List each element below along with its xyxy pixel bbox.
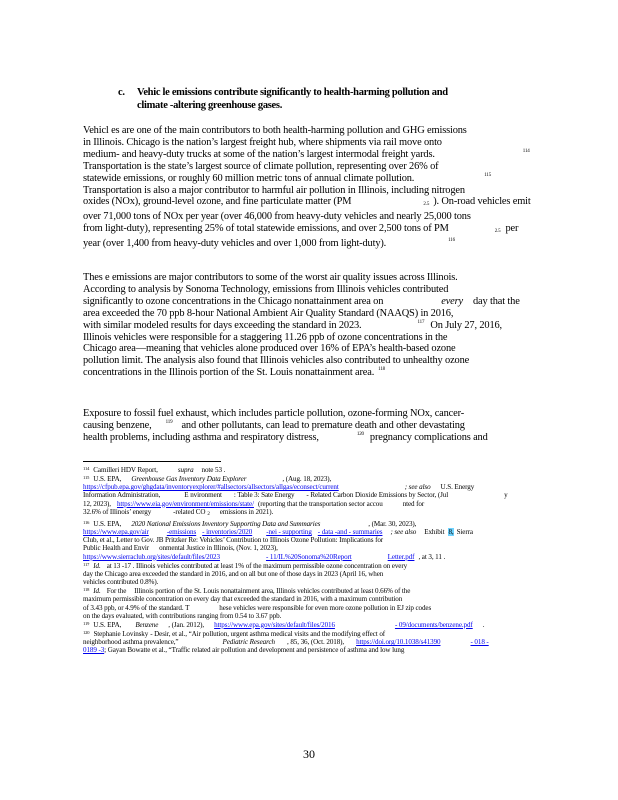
footnote-ref-120[interactable]: 120 xyxy=(356,431,364,437)
page-number: 30 xyxy=(303,747,315,761)
text-line: According to analysis by Sonoma Technology, emissions from Illinois vehicles contributed xyxy=(83,283,449,295)
text-line: from light-duty), representing 25% of total statewide emissions, and over 2,500 tons of PM $_{2.5}$ per xyxy=(83,223,519,235)
text-line: oxides (NOx), ground-level ozone, and fine particulate matter (PM $_{2.5}$ ). On-road vehicles emit xyxy=(83,196,531,208)
footnote-117: $^{117}$ Id. at 13 -17 . Illinois vehicles contributed at least 1% of the maximum permissible ozone concentration on every xyxy=(83,561,408,570)
text-line: significantly to ozone concentrations in the Chicago nonattainment area on every day that the xyxy=(83,295,520,307)
link-doi-continued[interactable]: 0189 -3 xyxy=(83,646,105,655)
heading-line-1: Vehic le emissions contribute significantly to health-harming pollution and xyxy=(137,87,448,98)
footnote-118: $^{118}$ Id. For the Illinois portion of the St. Louis nonattainment area, Illinois vehicles contributed at least 0.66% of the xyxy=(83,587,411,596)
footnote-ref-118[interactable]: 118 xyxy=(378,367,386,373)
text-line: Thes e emissions are major contributors to some of the worst air quality issues across Illinois. xyxy=(83,272,458,283)
text-line: over 71,000 tons of NOx per year (over 46,000 from heavy-duty vehicles and nearly 25,000 tons xyxy=(83,211,471,223)
link-epa-benzene[interactable]: https://www.epa.gov/sites/default/files/2016 - 09/documents/benzene.pdf xyxy=(214,620,473,629)
section-heading xyxy=(118,86,518,112)
footnote-ref-117[interactable]: 117 xyxy=(417,319,425,325)
text-line: medium- and heavy-duty trucks at some of the nation’s largest intermodal freight yards. $^{114}$ xyxy=(83,148,530,160)
text-line: with similar modeled results for days exceeding the standard in 2023. $^{117}$ On July 27, 2016, xyxy=(83,319,503,331)
link-doi-pediatric-research[interactable]: https://doi.org/10.1038/s41390 - 018 - xyxy=(356,638,489,647)
pm-subscript: 2.5 xyxy=(423,202,430,208)
footnote-ref-115[interactable]: 115 xyxy=(484,172,492,178)
text-line: area exceeded the 70 ppb 8-hour National Ambient Air Quality Standard (NAAQS) in 2016, xyxy=(83,307,454,319)
text-line: Exposure to fossil fuel exhaust, which includes particle pollution, ozone-forming NOx, cancer- xyxy=(83,408,465,419)
link-ghg-inventory[interactable]: https://cfpub.epa.gov/ghgdata/inventoryexplorer/#allsectors/allsectors/allgas/econsect/current xyxy=(83,483,339,492)
footnote-114: $^{114}$ Camilleri HDV Report, supra note 53 . xyxy=(83,466,226,474)
paragraph-air-quality xyxy=(83,272,527,379)
heading-marker: c. xyxy=(118,87,125,98)
text-line: concentrations in the Illinois portion of the St. Louis nonattainment area. $^{118}$ xyxy=(83,367,386,379)
paragraph-health-effects xyxy=(83,408,527,444)
text-line: in Illinois. Chicago is the nation’s largest freight hub, where shipments via rail move onto xyxy=(83,136,442,148)
footnote-115: $^{115}$ U.S. EPA, Greenhouse Gas Inventory Data Explorer , (Aug. 18, 2023), xyxy=(83,475,332,484)
link-eia-state-emissions[interactable]: https://www.eia.gov/environment/emissions/state/ xyxy=(116,499,254,508)
text-line: Transportation is the state’s largest source of climate pollution, representing over 26% of xyxy=(83,160,439,172)
link-sierra-club-report[interactable]: https://www.sierraclub.org/sites/default/files/2023 - 11/IL%20Sonoma%20Report Letter.pdf xyxy=(83,552,415,561)
text-line: Chicago area—meaning that vehicles alone produced over 16% of EPA’s health-based ozone xyxy=(83,343,456,355)
text-line: Vehicl es are one of the main contributors to both health-harming pollution and GHG emissions xyxy=(83,125,467,136)
footnote-120: $^{120}$ Stephanie Lovinsky - Desir, et al., “Air pollution, urgent asthma medical visits and the modifying effect of xyxy=(83,629,386,638)
text-line: statewide emissions, or roughly 60 million metric tons of annual climate pollution. $^{115}$ xyxy=(83,172,492,184)
text-line: health problems, including asthma and respiratory distress, $^{120}$ pregnancy complications and xyxy=(83,431,488,443)
footnote-ref-114[interactable]: 114 xyxy=(522,148,530,154)
link-epa-nei[interactable]: https://www.epa.gov/air -emissions - inventories/2020 -nei - supporting - data -and - summaries xyxy=(83,528,383,537)
text-line: causing benzene, $^{119}$ and other pollutants, can lead to premature death and other devastating xyxy=(83,419,465,431)
text-line: year (over 1,400 from heavy-duty vehicles and over 1,000 from light-duty). $^{116}$ xyxy=(83,238,456,250)
footnote-ref-119[interactable]: 119 xyxy=(165,419,173,425)
pm-subscript: 2.5 xyxy=(494,229,501,235)
text-line: Transportation is also a major contributor to harmful air pollution in Illinois, including nitrogen xyxy=(83,184,465,196)
footnote-separator xyxy=(83,461,221,462)
text-line: Illinois vehicles were responsible for a staggering 11.26 ppb of ozone concentrations in the xyxy=(83,331,448,343)
footnote-116: $^{116}$ U.S. EPA, 2020 National Emissions Inventory Supporting Data and Summaries , (Mar. 30, 2023), xyxy=(83,519,417,528)
footnotes: $^{114}$ Camilleri HDV Report, supra note 53 . $^{115}$ U.S. EPA, Greenhouse Gas Inventory Data Explorer , (Aug. 18, 2023), https://cfpub.epa.gov/ghgdata/inventoryexplorer/#allsectors/allsectors/allgas/econsect/current ; see also U.S. Energy Information Administration, E nvironment : Table 3: Sate Energy - Related Carbon Dioxide Emissions by Sector, (Jul y 12, 2023), https://www.eia.gov/environment/emissions/state/ (reporting that the transportation sector accou nted for 32.6% of Illinois’ energy -related CO $_2$ emissions in 2021). $^{116}$ U.S. EPA, 2020 National Emissions Inventory Supporting Data and Summaries , (Mar. 30, 2023), https://www.epa.gov/air -emissions - inventories/2020 -nei - supporting - data -and - summaries ; see also Exhibit 8, Sierra Club, et al., Letter to Gov. JB Pritzker Re: Vehicles’ Contribution to Illinois Ozone Pollution: Implications for Public Health and Envir onmental Justice in Illinois, (Nov. 1, 2023), https://www.sierraclub.org/sites/default/files/2023 - 11/IL%20Sonoma%20Report Letter.pdf , at 3, 11 . $^{117}$ Id. at 13 -17 . Illinois vehicles contributed at least 1% of the maximum permissible ozone concentration on every day the Chicago area exceeded the standard in 2016, and on all but one of those days in 2023 (April 16, when vehicles contributed 0.8%). $^{118}$ Id. For the Illinois portion of the St. Louis nonattainment area, Illinois vehicles contributed at least 0.66% of the maximum permissible concentration on every day that exceeded the standard in 2016, with a maximum contribution of 3.43 ppb, or 4.9% of the standard. T hese vehicles were responsible for even more ozone pollution in EJ zip codes on the days evaluated, with contributions ranging from 0.54 to 3.67 ppb. $^{119}$ U.S. EPA, Benzene , (Jan. 2012), https://www.epa.gov/sites/default/files/2016 - 09/documents/benzene.pdf . $^{120}$ Stephanie Lovinsky - Desir, et al., “Air pollution, urgent asthma medical visits and the modifying effect of neighborhood asthma prevalence,” Pediatric Research , 85, 36, (Oct. 2018), https://doi.org/10.1038/s41390 - 018 - 0189 -3; Gayan Bowatte et al., “Traffic related air pollution and development and persistence of asthma and low lung xyxy=(83,465,531,654)
text-line: pollution limit. The analysis also found that Illinois vehicles also contributed to unhealthy ozone xyxy=(83,355,470,367)
footnote-119: $^{119}$ U.S. EPA, Benzene , (Jan. 2012), https://www.epa.gov/sites/default/files/2016 - 09/documents/benzene.pdf . xyxy=(83,620,485,629)
heading-line-2: climate -altering greenhouse gases. xyxy=(137,100,283,111)
footnote-ref-116[interactable]: 116 xyxy=(448,238,456,244)
paragraph-vehicle-emissions xyxy=(83,125,531,250)
